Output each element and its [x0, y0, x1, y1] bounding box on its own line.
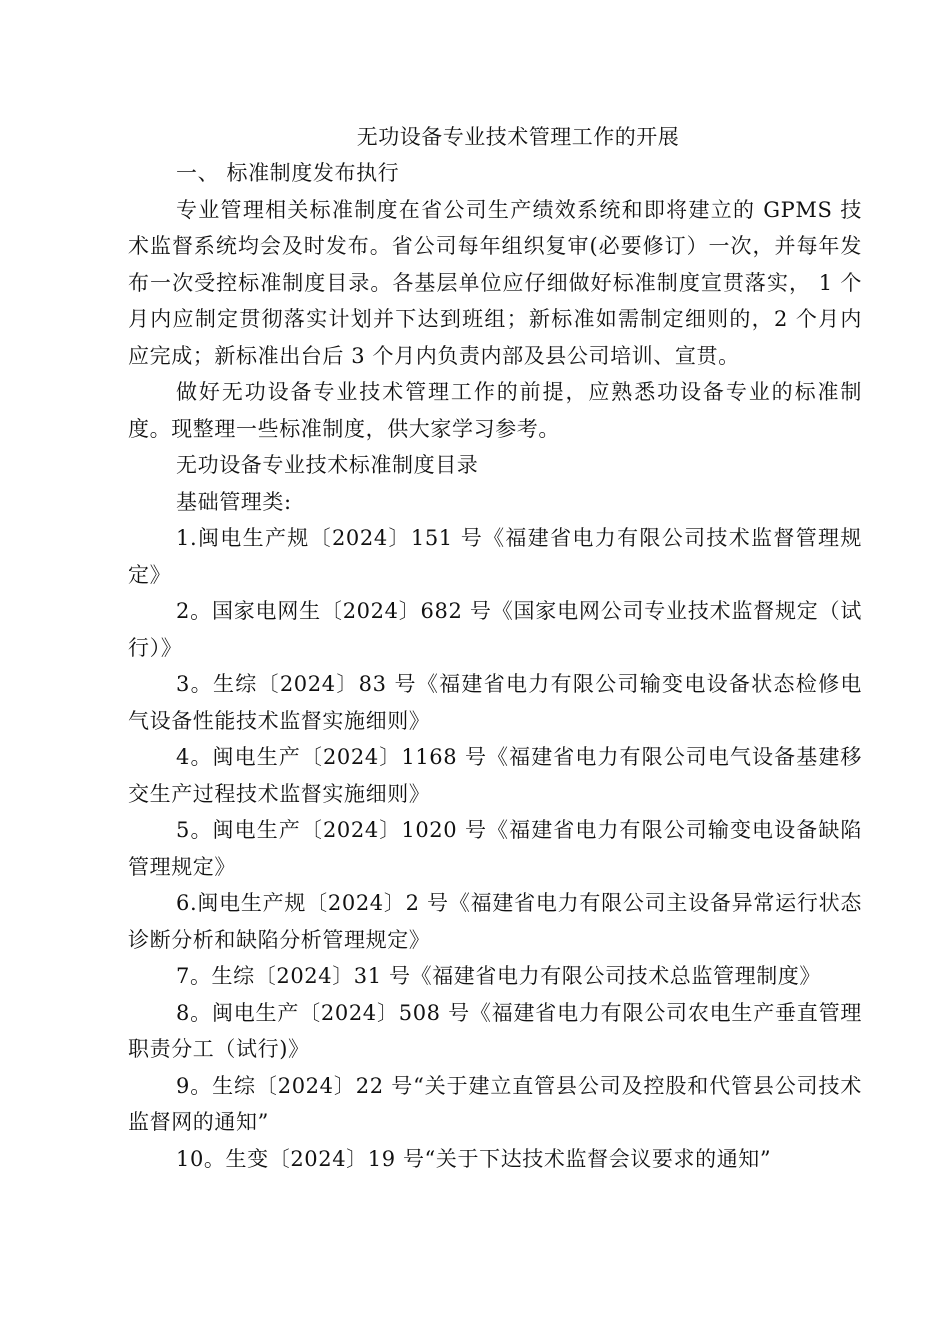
list-item: 6.闽电生产规〔2024〕2 号《福建省电力有限公司主设备异常运行状态诊断分析和缺陷分析管理规定》 [128, 891, 862, 952]
list-item: 7。生综〔2024〕31 号《福建省电力有限公司技术总监管理制度》 [176, 964, 821, 988]
category-label: 基础管理类: [176, 489, 292, 514]
list-item: 2。国家电网生〔2024〕682 号《国家电网公司专业技术监督规定（试行）》 [128, 599, 862, 660]
list-item: 3。生综〔2024〕83 号《福建省电力有限公司输变电设备状态检修电气设备性能技术监督实施细则》 [128, 672, 862, 733]
catalog-title: 无功设备专业技术标准制度目录 [176, 453, 479, 477]
list-item: 10。生变〔2024〕19 号“关于下达技术监督会议要求的通知” [176, 1146, 772, 1171]
list-item: 8。闽电生产〔2024〕508 号《福建省电力有限公司农电生产垂直管理职责分工（试行)》 [128, 1000, 862, 1061]
list-item: 1.闽电生产规〔2024〕151 号《福建省电力有限公司技术监督管理规定》 [128, 526, 862, 587]
list-item: 5。闽电生产〔2024〕1020 号《福建省电力有限公司输变电设备缺陷管理规定》 [128, 818, 862, 879]
paragraph: 做好无功设备专业技术管理工作的前提，应熟悉功设备专业的标准制度。现整理一些标准制度，供大家学习参考。 [128, 380, 862, 441]
document-title: 无功设备专业技术管理工作的开展 [356, 125, 680, 149]
section-heading: 一、 标准制度发布执行 [176, 161, 400, 185]
list-item: 4。闽电生产〔2024〕1168 号《福建省电力有限公司电气设备基建移交生产过程技术监督实施细则》 [128, 745, 862, 806]
paragraph: 专业管理相关标准制度在省公司生产绩效系统和即将建立的 GPMS 技术监督系统均会及时发布。省公司每年组织复审(必要修订）一次，并每年发布一次受控标准制度目录。各基层单位应仔细做好标准制度宣贯落实， 1 个月内应制定贯彻落实计划并下达到班组；新标准如需制定细则的，2 个月内应完成；新标准出台后 3 个月内负责内部及县公司培训、宣贯。 [128, 197, 862, 368]
document-body [128, 155, 862, 1177]
list-item: 9。生综〔2024〕22 号“关于建立直管县公司及控股和代管县公司技术监督网的通知” [128, 1073, 862, 1134]
